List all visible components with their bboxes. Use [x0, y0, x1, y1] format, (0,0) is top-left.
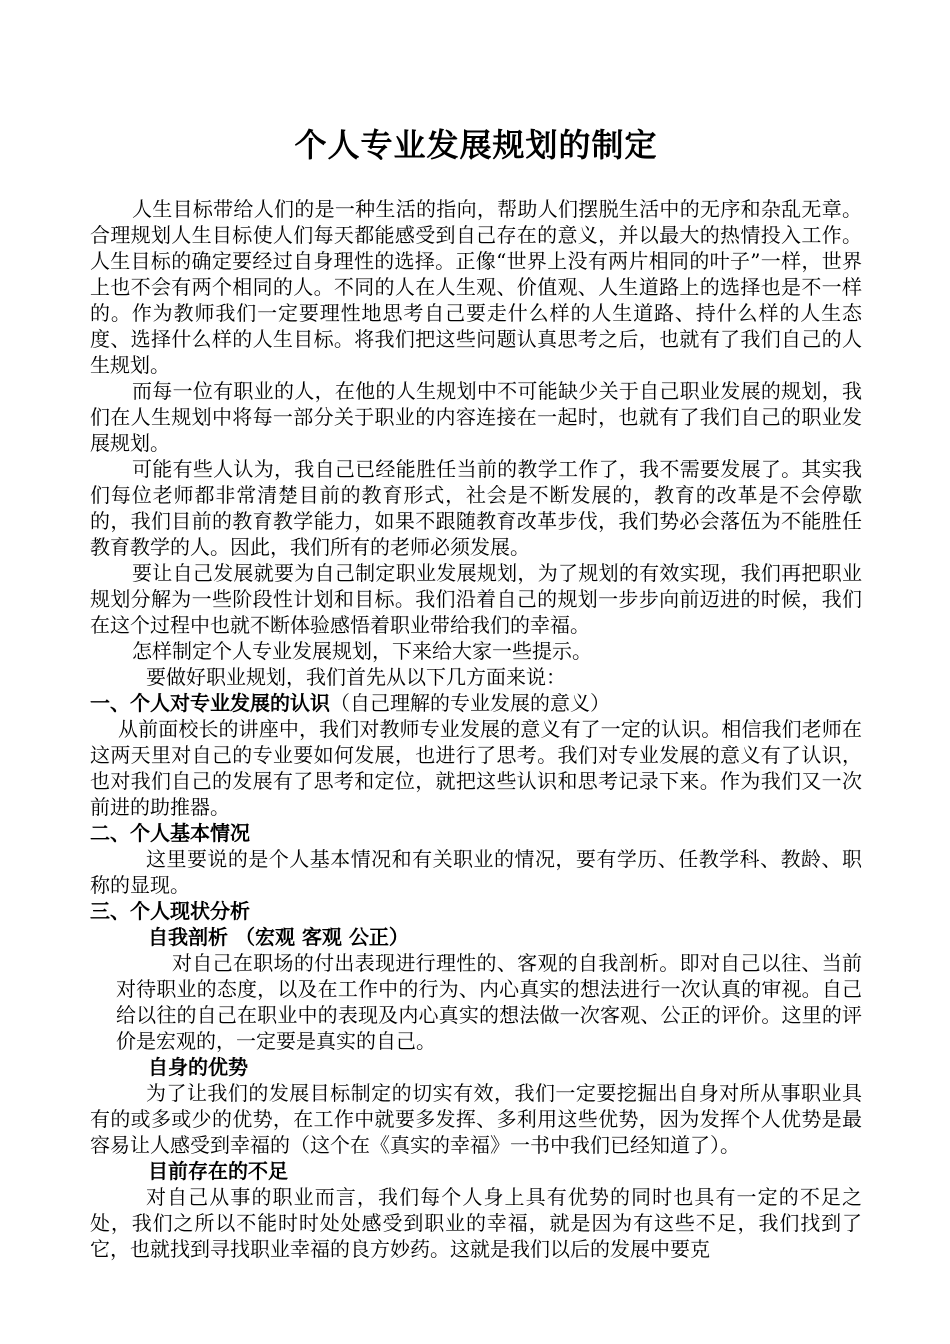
paragraph-aspects: 要做好职业规划，我们首先从以下几方面来说：	[146, 665, 566, 689]
subsection-strengths-text: 为了让我们的发展目标制定的切实有效，我们一定要挖掘出自身对所从事职业具有的或多或少的优势，在工作中就要多发挥、多利用这些优势，因为发挥个人优势是最容易让人感受到幸福的（这个在《真实的幸福》一书中我们已经知道了）。	[90, 1081, 862, 1157]
paragraph-tips: 怎样制定个人专业发展规划，下来给大家一些提示。	[132, 639, 592, 663]
section3-heading: 三、个人现状分析	[90, 899, 250, 923]
subsection-self-analysis-block	[90, 950, 862, 1054]
section1-heading: 一、个人对专业发展的认识（自己理解的专业发展的意义）	[90, 691, 610, 715]
subsection-weaknesses-heading: 目前存在的不足	[148, 1159, 288, 1183]
paragraph-intro: 人生目标带给人们的是一种生活的指向，帮助人们摆脱生活中的无序和杂乱无章。合理规划人生目标使人们每天都能感受到自己存在的意义，并以最大的热情投入工作。人生目标的确定要经过自身理性的选择。正像“世界上没有两片相同的叶子”一样，世界上也不会有两个相同的人。不同的人在人生观、价值观、人生道路上的选择也是不一样的。作为教师我们一定要理性地思考自己要走什么样的人生道路、持什么样的人生态度、选择什么样的人生目标。将我们把这些问题认真思考之后，也就有了我们自己的人生规划。	[90, 197, 862, 377]
section2-text: 这里要说的是个人基本情况和有关职业的情况，要有学历、任教学科、教龄、职称的显现。	[90, 847, 862, 897]
document-title: 个人专业发展规划的制定	[294, 126, 658, 164]
document-body	[90, 196, 862, 1262]
subsection-self-analysis-heading: 自我剖析 （宏观 客观 公正）	[148, 925, 409, 949]
paragraph-career-planning: 而每一位有职业的人，在他的人生规划中不可能缺少关于自己职业发展的规划，我们在人生规划中将每一部分关于职业的内容连接在一起时，也就有了我们自己的职业发展规划。	[90, 379, 862, 455]
section1-text: 从前面校长的讲座中，我们对教师专业发展的意义有了一定的认识。相信我们老师在这两天里对自己的专业要如何发展，也进行了思考。我们对专业发展的意义有了认识，也对我们自己的发展有了思考和定位，就把这些认识和思考记录下来。作为我们又一次前进的助推器。	[90, 717, 862, 819]
document-page	[90, 0, 862, 1262]
subsection-self-analysis-text: 对自己在职场的付出表现进行理性的、客观的自我剖析。即对自己以往、当前对待职业的态度，以及在工作中的行为、内心真实的想法进行一次认真的审视。自己给以往的自己在职业中的表现及内心真实的想法做一次客观、公正的评价。这里的评价是宏观的，一定要是真实的自己。	[116, 951, 862, 1053]
subsection-strengths-heading: 自身的优势	[148, 1055, 248, 1079]
section1-note: （自己理解的专业发展的意义）	[330, 691, 610, 715]
paragraph-need-development: 可能有些人认为，我自己已经能胜任当前的教学工作了，我不需要发展了。其实我们每位老师都非常清楚目前的教育形式，社会是不断发展的，教育的改革是不会停歇的，我们目前的教育教学能力，如果不跟随教育改革步伐，我们势必会落伍为不能胜任教育教学的人。因此，我们所有的老师必须发展。	[90, 457, 862, 559]
paragraph-stage-plans: 要让自己发展就要为自己制定职业发展规划，为了规划的有效实现，我们再把职业规划分解为一些阶段性计划和目标。我们沿着自己的规划一步步向前迈进的时候，我们在这个过程中也就不断体验感悟着职业带给我们的幸福。	[90, 561, 862, 637]
section2-heading: 二、个人基本情况	[90, 821, 250, 845]
subsection-weaknesses-text: 对自己从事的职业而言，我们每个人身上具有优势的同时也具有一定的不足之处，我们之所以不能时时处处感受到职业的幸福，就是因为有这些不足，我们找到了它，也就找到寻找职业幸福的良方妙药。这就是我们以后的发展中要克	[90, 1185, 862, 1261]
